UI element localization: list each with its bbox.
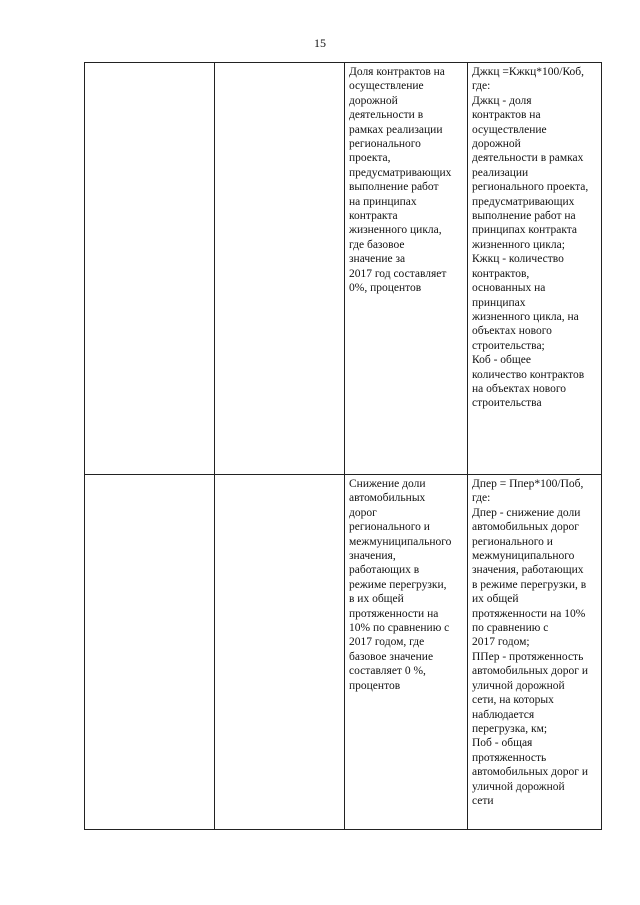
indicator-name-cell: Доля контрактов на осуществление дорожной деятельности в рамках реализации регионального проекта, предусматривающих выполнение работ на принципах контракта жизненного цикла, где базовое значение за 2017 год составляет 0%, процентов: [345, 63, 468, 475]
formula-cell: Джкц =Кжкц*100/Коб, где: Джкц - доля контрактов на осуществление дорожной деятельности в рамках реализации регионального проекта, предусматривающих выполнение работ на принципах контракта жизненного цикла; Кжкц - количество контрактов, основанных на принципах жизненного цикла, на объектах нового строительства; Коб - общее количество контрактов на объектах нового строительства: [468, 63, 602, 475]
empty-cell: [85, 475, 215, 830]
indicators-table: [84, 62, 602, 830]
table-row: [85, 475, 602, 830]
page-number: 15: [314, 36, 326, 50]
empty-cell: [215, 475, 345, 830]
indicator-name-cell: Снижение доли автомобильных дорог регионального и межмуниципального значения, работающих в режиме перегрузки, в их общей протяженности на 10% по сравнению с 2017 годом, где базовое значение составляет 0 %, процентов: [345, 475, 468, 830]
empty-cell: [85, 63, 215, 475]
formula-cell: Дпер = Ппер*100/Поб, где: Дпер - снижение доли автомобильных дорог регионального и межмуниципального значения, работающих в режиме перегрузки, в их общей протяженности на 10% по сравнению с 2017 годом; ППер - протяженность автомобильных дорог и уличной дорожной сети, на которых наблюдается перегрузка, км; Поб - общая протяженность автомобильных дорог и уличной дорожной сети: [468, 475, 602, 830]
table-row: [85, 63, 602, 475]
empty-cell: [215, 63, 345, 475]
